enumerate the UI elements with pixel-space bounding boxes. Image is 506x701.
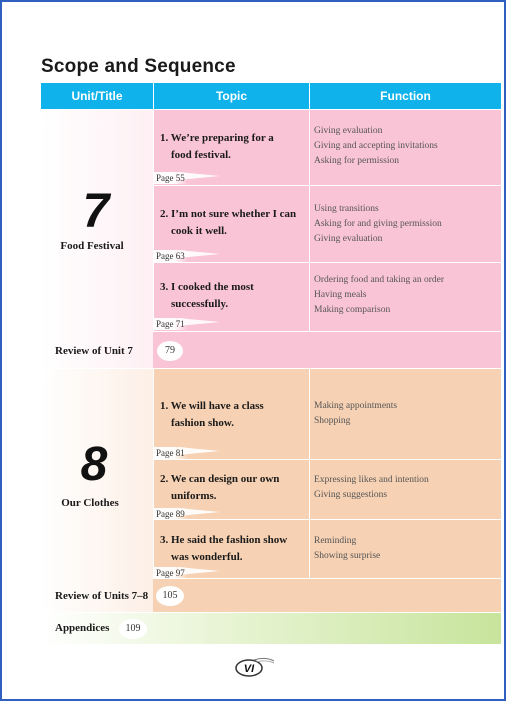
header-unit-title: Unit/Title xyxy=(71,89,123,103)
lesson-7-3-page[interactable]: Page 71 xyxy=(154,318,188,330)
lesson-8-1-page[interactable]: Page 81 xyxy=(154,447,188,459)
lesson-7-1-page[interactable]: Page 55 xyxy=(154,172,188,184)
lesson-8-2-functions: Expressing likes and intention Giving suggestions xyxy=(314,475,429,500)
review-units-7-8[interactable]: Review of Units 7–8 xyxy=(55,590,149,602)
lesson-8-3-functions: Reminding Showing surprise xyxy=(314,536,381,561)
lesson-8-3-title: 3. He said the fashion show was wonderful. xyxy=(160,534,288,563)
header-function: Function xyxy=(380,89,431,103)
unit-7-name: Food Festival xyxy=(60,240,124,252)
lesson-7-2-page[interactable]: Page 63 xyxy=(154,250,188,262)
lesson-7-3-functions: Ordering food and taking an order Having meals Making comparison xyxy=(314,275,445,315)
appendices-page[interactable]: 109 xyxy=(119,619,147,639)
lesson-7-2-functions: Using transitions Asking for and giving permission Giving evaluation xyxy=(314,204,442,244)
review-unit-7[interactable]: Review of Unit 7 xyxy=(55,345,133,357)
lesson-7-3-title: 3. I cooked the most successfully. xyxy=(160,281,254,310)
lesson-8-1-title: 1. We will have a class fashion show. xyxy=(160,400,264,429)
unit-8-number: 8 xyxy=(80,438,108,491)
appendices-label[interactable]: Appendices xyxy=(55,622,110,634)
page-title: Scope and Sequence xyxy=(41,56,236,77)
page-number-emblem xyxy=(232,656,274,678)
unit-7-number: 7 xyxy=(82,185,110,238)
lesson-7-1-title: 1. We’re preparing for a food festival. xyxy=(160,132,274,161)
lesson-7-2-title: 2. I’m not sure whether I can cook it well. xyxy=(160,208,297,237)
unit-8-name: Our Clothes xyxy=(61,497,119,509)
lesson-7-1-functions: Giving evaluation Giving and accepting invitations Asking for permission xyxy=(314,126,438,166)
table-header xyxy=(41,83,501,109)
lesson-8-1-functions: Making appointments Shopping xyxy=(314,401,398,426)
page-number: VI xyxy=(243,663,255,675)
header-topic: Topic xyxy=(215,89,248,103)
lesson-8-2-page[interactable]: Page 89 xyxy=(154,508,188,520)
lesson-8-2-title: 2. We can design our own uniforms. xyxy=(160,473,280,502)
review-unit-7-page[interactable]: 79 xyxy=(157,341,183,361)
review-units-7-8-page[interactable]: 105 xyxy=(156,586,184,606)
appendices-band xyxy=(41,612,501,644)
page-number-swoosh-icon xyxy=(232,656,274,678)
lesson-8-3-page[interactable]: Page 97 xyxy=(154,567,188,579)
